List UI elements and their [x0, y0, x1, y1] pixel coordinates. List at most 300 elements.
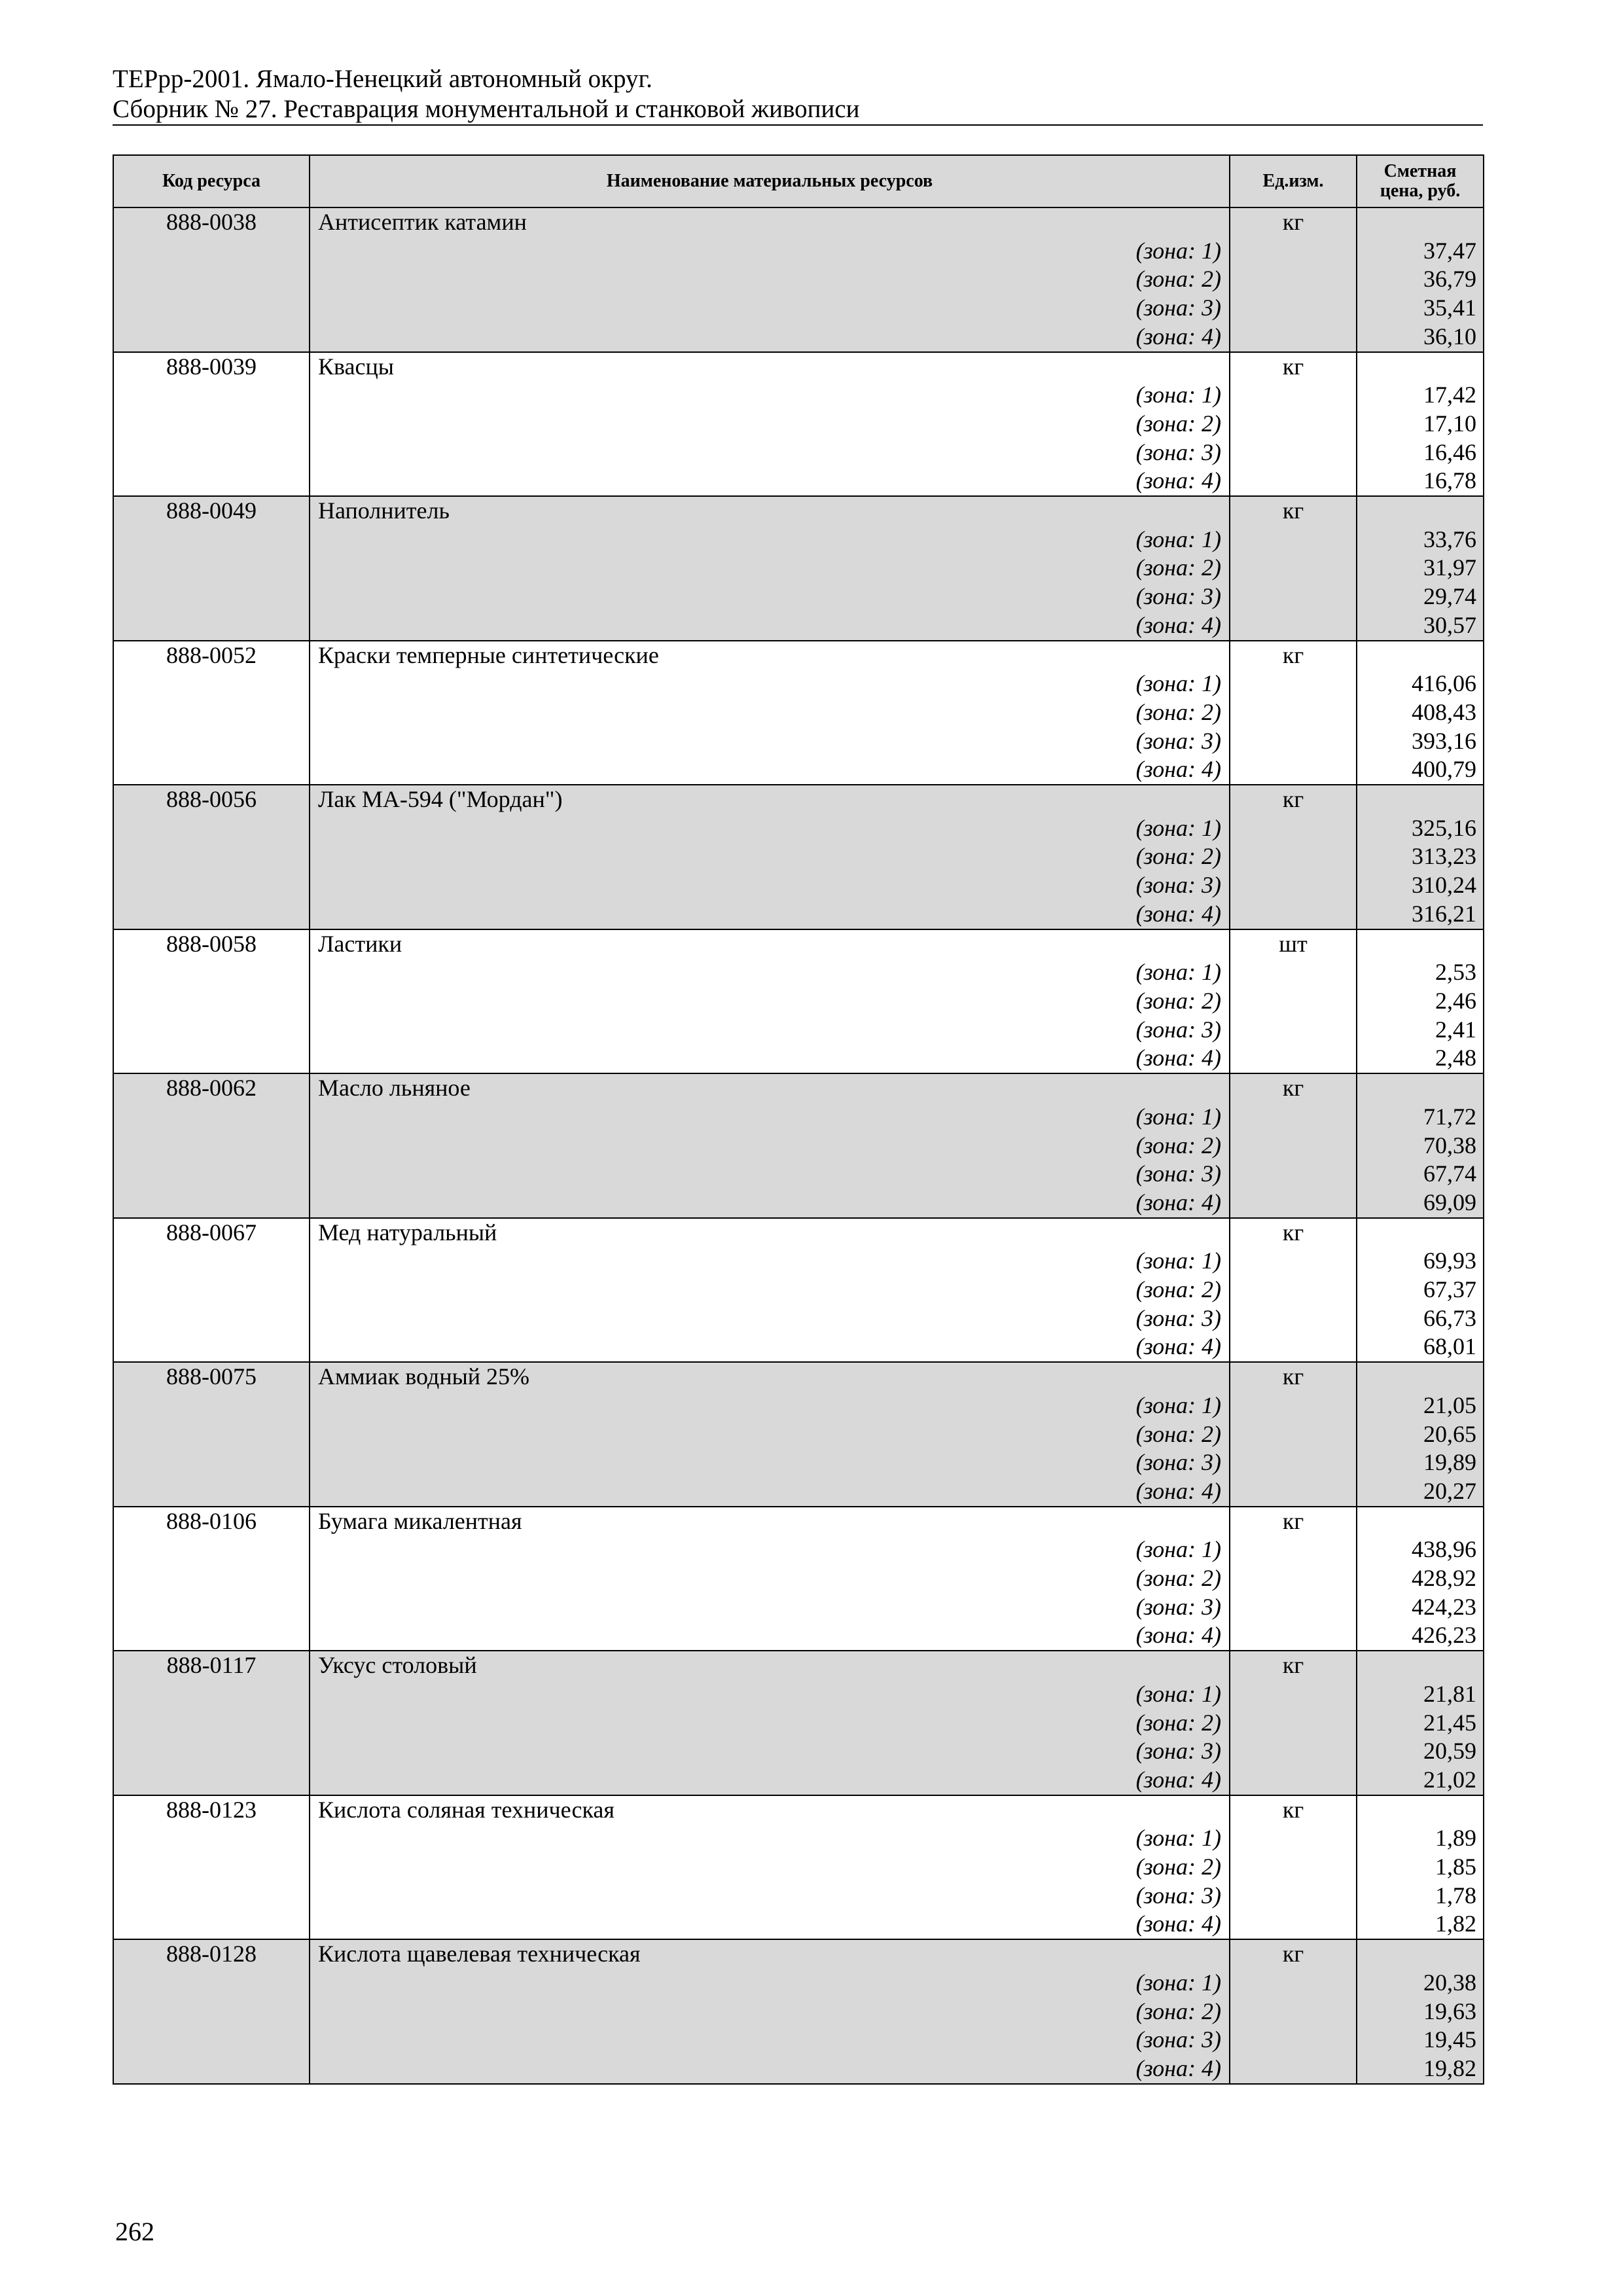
table-row	[113, 611, 1484, 641]
zone-unit-empty	[1230, 323, 1357, 352]
zone-unit-empty	[1230, 1391, 1357, 1420]
zone-unit-empty	[1230, 381, 1357, 410]
resource-unit: кг	[1230, 1939, 1357, 1969]
column-header-unit: Ед.изм.	[1230, 155, 1357, 207]
resource-price-empty	[1357, 929, 1484, 959]
table-row	[113, 1044, 1484, 1073]
zone-price: 31,97	[1357, 554, 1484, 583]
table-row	[113, 1362, 1484, 1391]
table-row	[113, 1189, 1484, 1218]
zone-price: 20,65	[1357, 1420, 1484, 1449]
zone-unit-empty	[1230, 1333, 1357, 1362]
resource-code: 888-0128	[113, 1939, 310, 1969]
zone-label: (зона: 1)	[310, 958, 1230, 987]
resource-name: Наполнитель	[310, 496, 1230, 526]
zone-label: (зона: 3)	[310, 1016, 1230, 1045]
zone-price: 36,79	[1357, 265, 1484, 294]
resource-unit: кг	[1230, 1795, 1357, 1825]
zone-code-empty	[113, 1016, 310, 1045]
zone-code-empty	[113, 1882, 310, 1910]
resource-group	[113, 1218, 1484, 1363]
zone-code-empty	[113, 1910, 310, 1939]
table-row	[113, 1621, 1484, 1651]
zone-price: 21,81	[1357, 1680, 1484, 1709]
zone-label: (зона: 3)	[310, 1737, 1230, 1766]
zone-unit-empty	[1230, 1189, 1357, 1218]
zone-label: (зона: 2)	[310, 987, 1230, 1016]
table-row	[113, 1709, 1484, 1738]
resource-name: Краски темперные синтетические	[310, 641, 1230, 670]
table-row	[113, 1448, 1484, 1477]
resource-unit: кг	[1230, 1507, 1357, 1536]
zone-label: (зона: 2)	[310, 554, 1230, 583]
zone-price: 416,06	[1357, 670, 1484, 698]
zone-price: 310,24	[1357, 871, 1484, 900]
zone-code-empty	[113, 1680, 310, 1709]
resource-group	[113, 929, 1484, 1074]
zone-label: (зона: 1)	[310, 1824, 1230, 1853]
table-row	[113, 958, 1484, 987]
zone-code-empty	[113, 1766, 310, 1795]
table-row	[113, 1247, 1484, 1276]
resource-group	[113, 1362, 1484, 1507]
zone-label: (зона: 3)	[310, 1593, 1230, 1622]
resource-unit: кг	[1230, 785, 1357, 814]
zone-unit-empty	[1230, 1737, 1357, 1766]
zone-code-empty	[113, 1564, 310, 1593]
resource-price-empty	[1357, 641, 1484, 670]
zone-code-empty	[113, 381, 310, 410]
zone-price: 29,74	[1357, 583, 1484, 611]
zone-price: 35,41	[1357, 294, 1484, 323]
resource-price-table	[113, 154, 1484, 2085]
zone-price: 67,37	[1357, 1276, 1484, 1304]
zone-code-empty	[113, 670, 310, 698]
zone-price: 408,43	[1357, 698, 1484, 727]
zone-unit-empty	[1230, 1420, 1357, 1449]
resource-code: 888-0123	[113, 1795, 310, 1825]
zone-unit-empty	[1230, 1824, 1357, 1853]
zone-unit-empty	[1230, 2026, 1357, 2054]
zone-label: (зона: 2)	[310, 265, 1230, 294]
table-row	[113, 1276, 1484, 1304]
zone-price: 21,45	[1357, 1709, 1484, 1738]
zone-label: (зона: 1)	[310, 814, 1230, 843]
resource-name: Мед натуральный	[310, 1218, 1230, 1247]
zone-code-empty	[113, 554, 310, 583]
zone-unit-empty	[1230, 727, 1357, 756]
zone-unit-empty	[1230, 439, 1357, 467]
zone-price: 428,92	[1357, 1564, 1484, 1593]
table-row	[113, 1535, 1484, 1564]
zone-code-empty	[113, 755, 310, 785]
table-row	[113, 641, 1484, 670]
table-row	[113, 1766, 1484, 1795]
zone-unit-empty	[1230, 554, 1357, 583]
zone-code-empty	[113, 467, 310, 496]
table-row	[113, 1593, 1484, 1622]
zone-code-empty	[113, 237, 310, 266]
zone-unit-empty	[1230, 1103, 1357, 1132]
zone-price: 69,09	[1357, 1189, 1484, 1218]
zone-code-empty	[113, 611, 310, 641]
zone-label: (зона: 2)	[310, 842, 1230, 871]
resource-code: 888-0067	[113, 1218, 310, 1247]
resource-group	[113, 641, 1484, 785]
resource-price-empty	[1357, 352, 1484, 382]
zone-code-empty	[113, 1103, 310, 1132]
resource-code: 888-0058	[113, 929, 310, 959]
zone-unit-empty	[1230, 1564, 1357, 1593]
resource-code: 888-0106	[113, 1507, 310, 1536]
zone-code-empty	[113, 1044, 310, 1073]
zone-code-empty	[113, 727, 310, 756]
zone-unit-empty	[1230, 583, 1357, 611]
resource-name: Кислота соляная техническая	[310, 1795, 1230, 1825]
table-row	[113, 1824, 1484, 1853]
resource-code: 888-0056	[113, 785, 310, 814]
zone-unit-empty	[1230, 1621, 1357, 1651]
zone-price: 2,53	[1357, 958, 1484, 987]
zone-code-empty	[113, 1593, 310, 1622]
zone-unit-empty	[1230, 958, 1357, 987]
zone-unit-empty	[1230, 467, 1357, 496]
zone-price: 71,72	[1357, 1103, 1484, 1132]
zone-label: (зона: 4)	[310, 1333, 1230, 1362]
zone-label: (зона: 1)	[310, 670, 1230, 698]
resource-unit: кг	[1230, 1073, 1357, 1103]
resource-name: Квасцы	[310, 352, 1230, 382]
zone-code-empty	[113, 1333, 310, 1362]
zone-unit-empty	[1230, 755, 1357, 785]
table-row	[113, 1477, 1484, 1507]
table-row	[113, 1218, 1484, 1247]
zone-price: 21,02	[1357, 1766, 1484, 1795]
resource-code: 888-0049	[113, 496, 310, 526]
zone-label: (зона: 4)	[310, 467, 1230, 496]
zone-unit-empty	[1230, 410, 1357, 439]
resource-price-empty	[1357, 207, 1484, 237]
resource-name: Лак МА-594 ("Мордан")	[310, 785, 1230, 814]
zone-price: 424,23	[1357, 1593, 1484, 1622]
resource-name: Бумага микалентная	[310, 1507, 1230, 1536]
zone-unit-empty	[1230, 900, 1357, 929]
zone-code-empty	[113, 1160, 310, 1189]
zone-price: 426,23	[1357, 1621, 1484, 1651]
zone-code-empty	[113, 1477, 310, 1507]
zone-label: (зона: 2)	[310, 698, 1230, 727]
table-row	[113, 554, 1484, 583]
zone-code-empty	[113, 1189, 310, 1218]
zone-label: (зона: 4)	[310, 2054, 1230, 2084]
resource-price-empty	[1357, 1073, 1484, 1103]
table-row	[113, 842, 1484, 871]
zone-label: (зона: 1)	[310, 1247, 1230, 1276]
resource-unit: кг	[1230, 1651, 1357, 1680]
table-row	[113, 583, 1484, 611]
zone-code-empty	[113, 814, 310, 843]
table-row	[113, 987, 1484, 1016]
table-row	[113, 1333, 1484, 1362]
table-row	[113, 439, 1484, 467]
resource-name: Уксус столовый	[310, 1651, 1230, 1680]
zone-code-empty	[113, 900, 310, 929]
zone-label: (зона: 2)	[310, 410, 1230, 439]
zone-price: 313,23	[1357, 842, 1484, 871]
zone-unit-empty	[1230, 1680, 1357, 1709]
zone-price: 1,89	[1357, 1824, 1484, 1853]
zone-label: (зона: 2)	[310, 1709, 1230, 1738]
zone-unit-empty	[1230, 698, 1357, 727]
zone-code-empty	[113, 1709, 310, 1738]
zone-code-empty	[113, 323, 310, 352]
table-row	[113, 871, 1484, 900]
zone-label: (зона: 1)	[310, 381, 1230, 410]
table-row	[113, 814, 1484, 843]
table-row	[113, 1910, 1484, 1939]
header-title: ТЕРрр-2001. Ямало-Ненецкий автономный округ.	[113, 65, 652, 93]
zone-label: (зона: 4)	[310, 755, 1230, 785]
zone-label: (зона: 3)	[310, 1304, 1230, 1333]
zone-price: 316,21	[1357, 900, 1484, 929]
zone-label: (зона: 1)	[310, 1969, 1230, 1998]
resource-name: Аммиак водный 25%	[310, 1362, 1230, 1391]
resource-price-empty	[1357, 1795, 1484, 1825]
zone-code-empty	[113, 526, 310, 554]
resource-unit: кг	[1230, 641, 1357, 670]
table-row	[113, 1132, 1484, 1160]
zone-price: 37,47	[1357, 237, 1484, 266]
zone-price: 70,38	[1357, 1132, 1484, 1160]
table-row	[113, 237, 1484, 266]
zone-price: 2,46	[1357, 987, 1484, 1016]
zone-unit-empty	[1230, 1044, 1357, 1073]
zone-label: (зона: 4)	[310, 323, 1230, 352]
zone-label: (зона: 2)	[310, 1998, 1230, 2026]
table-row	[113, 381, 1484, 410]
zone-code-empty	[113, 1621, 310, 1651]
zone-unit-empty	[1230, 1593, 1357, 1622]
zone-label: (зона: 2)	[310, 1564, 1230, 1593]
resource-price-empty	[1357, 1362, 1484, 1391]
table-row	[113, 929, 1484, 959]
zone-code-empty	[113, 1276, 310, 1304]
zone-label: (зона: 1)	[310, 1391, 1230, 1420]
column-header-price-line1: Сметная	[1383, 161, 1457, 181]
zone-unit-empty	[1230, 1304, 1357, 1333]
resource-name: Ластики	[310, 929, 1230, 959]
zone-price: 67,74	[1357, 1160, 1484, 1189]
zone-unit-empty	[1230, 611, 1357, 641]
zone-unit-empty	[1230, 1160, 1357, 1189]
zone-code-empty	[113, 1391, 310, 1420]
zone-price: 2,48	[1357, 1044, 1484, 1073]
resource-group	[113, 1507, 1484, 1651]
resource-group	[113, 352, 1484, 497]
table-row	[113, 1507, 1484, 1536]
table-row	[113, 1103, 1484, 1132]
zone-code-empty	[113, 2054, 310, 2084]
zone-price: 36,10	[1357, 323, 1484, 352]
resource-code: 888-0075	[113, 1362, 310, 1391]
zone-price: 21,05	[1357, 1391, 1484, 1420]
zone-unit-empty	[1230, 237, 1357, 266]
zone-label: (зона: 2)	[310, 1276, 1230, 1304]
zone-label: (зона: 3)	[310, 871, 1230, 900]
resource-unit: кг	[1230, 1362, 1357, 1391]
zone-price: 16,78	[1357, 467, 1484, 496]
zone-label: (зона: 3)	[310, 1448, 1230, 1477]
zone-label: (зона: 4)	[310, 1477, 1230, 1507]
table-row	[113, 1304, 1484, 1333]
resource-price-empty	[1357, 1218, 1484, 1247]
zone-label: (зона: 1)	[310, 237, 1230, 266]
resource-group	[113, 785, 1484, 929]
table-row	[113, 670, 1484, 698]
zone-unit-empty	[1230, 294, 1357, 323]
header-subtitle: Сборник № 27. Реставрация монументальной и станковой живописи	[113, 95, 860, 123]
resource-price-empty	[1357, 496, 1484, 526]
zone-price: 400,79	[1357, 755, 1484, 785]
table-header-row	[113, 155, 1484, 207]
column-header-code: Код ресурса	[113, 155, 310, 207]
zone-price: 17,10	[1357, 410, 1484, 439]
zone-price: 69,93	[1357, 1247, 1484, 1276]
zone-code-empty	[113, 265, 310, 294]
zone-code-empty	[113, 1535, 310, 1564]
zone-unit-empty	[1230, 1448, 1357, 1477]
zone-code-empty	[113, 1420, 310, 1449]
resource-price-empty	[1357, 1507, 1484, 1536]
zone-code-empty	[113, 294, 310, 323]
zone-label: (зона: 4)	[310, 1044, 1230, 1073]
zone-price: 33,76	[1357, 526, 1484, 554]
zone-code-empty	[113, 1448, 310, 1477]
table-row	[113, 526, 1484, 554]
zone-price: 66,73	[1357, 1304, 1484, 1333]
resource-group	[113, 1651, 1484, 1795]
resource-name: Масло льняное	[310, 1073, 1230, 1103]
table-row	[113, 207, 1484, 237]
table-row	[113, 900, 1484, 929]
zone-unit-empty	[1230, 871, 1357, 900]
resource-name: Антисептик катамин	[310, 207, 1230, 237]
zone-code-empty	[113, 1824, 310, 1853]
table-row	[113, 1073, 1484, 1103]
zone-code-empty	[113, 1247, 310, 1276]
table-row	[113, 727, 1484, 756]
zone-label: (зона: 3)	[310, 2026, 1230, 2054]
table-row	[113, 1939, 1484, 1969]
zone-code-empty	[113, 439, 310, 467]
zone-price: 393,16	[1357, 727, 1484, 756]
zone-unit-empty	[1230, 814, 1357, 843]
zone-label: (зона: 4)	[310, 900, 1230, 929]
zone-label: (зона: 3)	[310, 439, 1230, 467]
zone-code-empty	[113, 1737, 310, 1766]
resource-unit: шт	[1230, 929, 1357, 959]
resource-unit: кг	[1230, 207, 1357, 237]
zone-label: (зона: 4)	[310, 1910, 1230, 1939]
table-row	[113, 755, 1484, 785]
zone-code-empty	[113, 410, 310, 439]
zone-unit-empty	[1230, 1882, 1357, 1910]
zone-unit-empty	[1230, 1709, 1357, 1738]
zone-unit-empty	[1230, 1853, 1357, 1882]
resource-group	[113, 1073, 1484, 1218]
resource-price-empty	[1357, 1651, 1484, 1680]
zone-unit-empty	[1230, 1276, 1357, 1304]
column-header-price	[1357, 155, 1484, 207]
table-row	[113, 1564, 1484, 1593]
zone-label: (зона: 3)	[310, 583, 1230, 611]
zone-unit-empty	[1230, 1132, 1357, 1160]
zone-price: 20,27	[1357, 1477, 1484, 1507]
zone-label: (зона: 1)	[310, 1103, 1230, 1132]
resource-group	[113, 207, 1484, 352]
zone-unit-empty	[1230, 1910, 1357, 1939]
zone-price: 1,78	[1357, 1882, 1484, 1910]
table-row	[113, 1969, 1484, 1998]
zone-label: (зона: 3)	[310, 1160, 1230, 1189]
table-row	[113, 698, 1484, 727]
zone-label: (зона: 1)	[310, 526, 1230, 554]
zone-label: (зона: 1)	[310, 1680, 1230, 1709]
column-header-name: Наименование материальных ресурсов	[310, 155, 1230, 207]
zone-price: 2,41	[1357, 1016, 1484, 1045]
zone-price: 20,59	[1357, 1737, 1484, 1766]
zone-code-empty	[113, 1969, 310, 1998]
table-row	[113, 2054, 1484, 2084]
zone-label: (зона: 4)	[310, 1621, 1230, 1651]
table-row	[113, 1420, 1484, 1449]
resource-code: 888-0052	[113, 641, 310, 670]
table-row	[113, 785, 1484, 814]
table-row	[113, 467, 1484, 496]
zone-price: 438,96	[1357, 1535, 1484, 1564]
zone-price: 19,82	[1357, 2054, 1484, 2084]
table-row	[113, 1998, 1484, 2026]
zone-price: 16,46	[1357, 439, 1484, 467]
zone-code-empty	[113, 987, 310, 1016]
table-row	[113, 1853, 1484, 1882]
page-number: 262	[115, 2217, 154, 2246]
table-row	[113, 1651, 1484, 1680]
zone-price: 68,01	[1357, 1333, 1484, 1362]
zone-code-empty	[113, 2026, 310, 2054]
resource-code: 888-0039	[113, 352, 310, 382]
table-row	[113, 294, 1484, 323]
zone-code-empty	[113, 698, 310, 727]
resource-group	[113, 1939, 1484, 2084]
resource-group	[113, 496, 1484, 641]
header-divider	[113, 124, 1483, 126]
table-row	[113, 1016, 1484, 1045]
zone-unit-empty	[1230, 1998, 1357, 2026]
zone-label: (зона: 3)	[310, 1882, 1230, 1910]
zone-price: 20,38	[1357, 1969, 1484, 1998]
zone-code-empty	[113, 1132, 310, 1160]
table-row	[113, 1391, 1484, 1420]
resource-unit: кг	[1230, 1218, 1357, 1247]
resource-unit: кг	[1230, 352, 1357, 382]
zone-label: (зона: 4)	[310, 1766, 1230, 1795]
zone-unit-empty	[1230, 1969, 1357, 1998]
table-row	[113, 1882, 1484, 1910]
zone-unit-empty	[1230, 670, 1357, 698]
resource-code: 888-0038	[113, 207, 310, 237]
zone-code-empty	[113, 1853, 310, 1882]
